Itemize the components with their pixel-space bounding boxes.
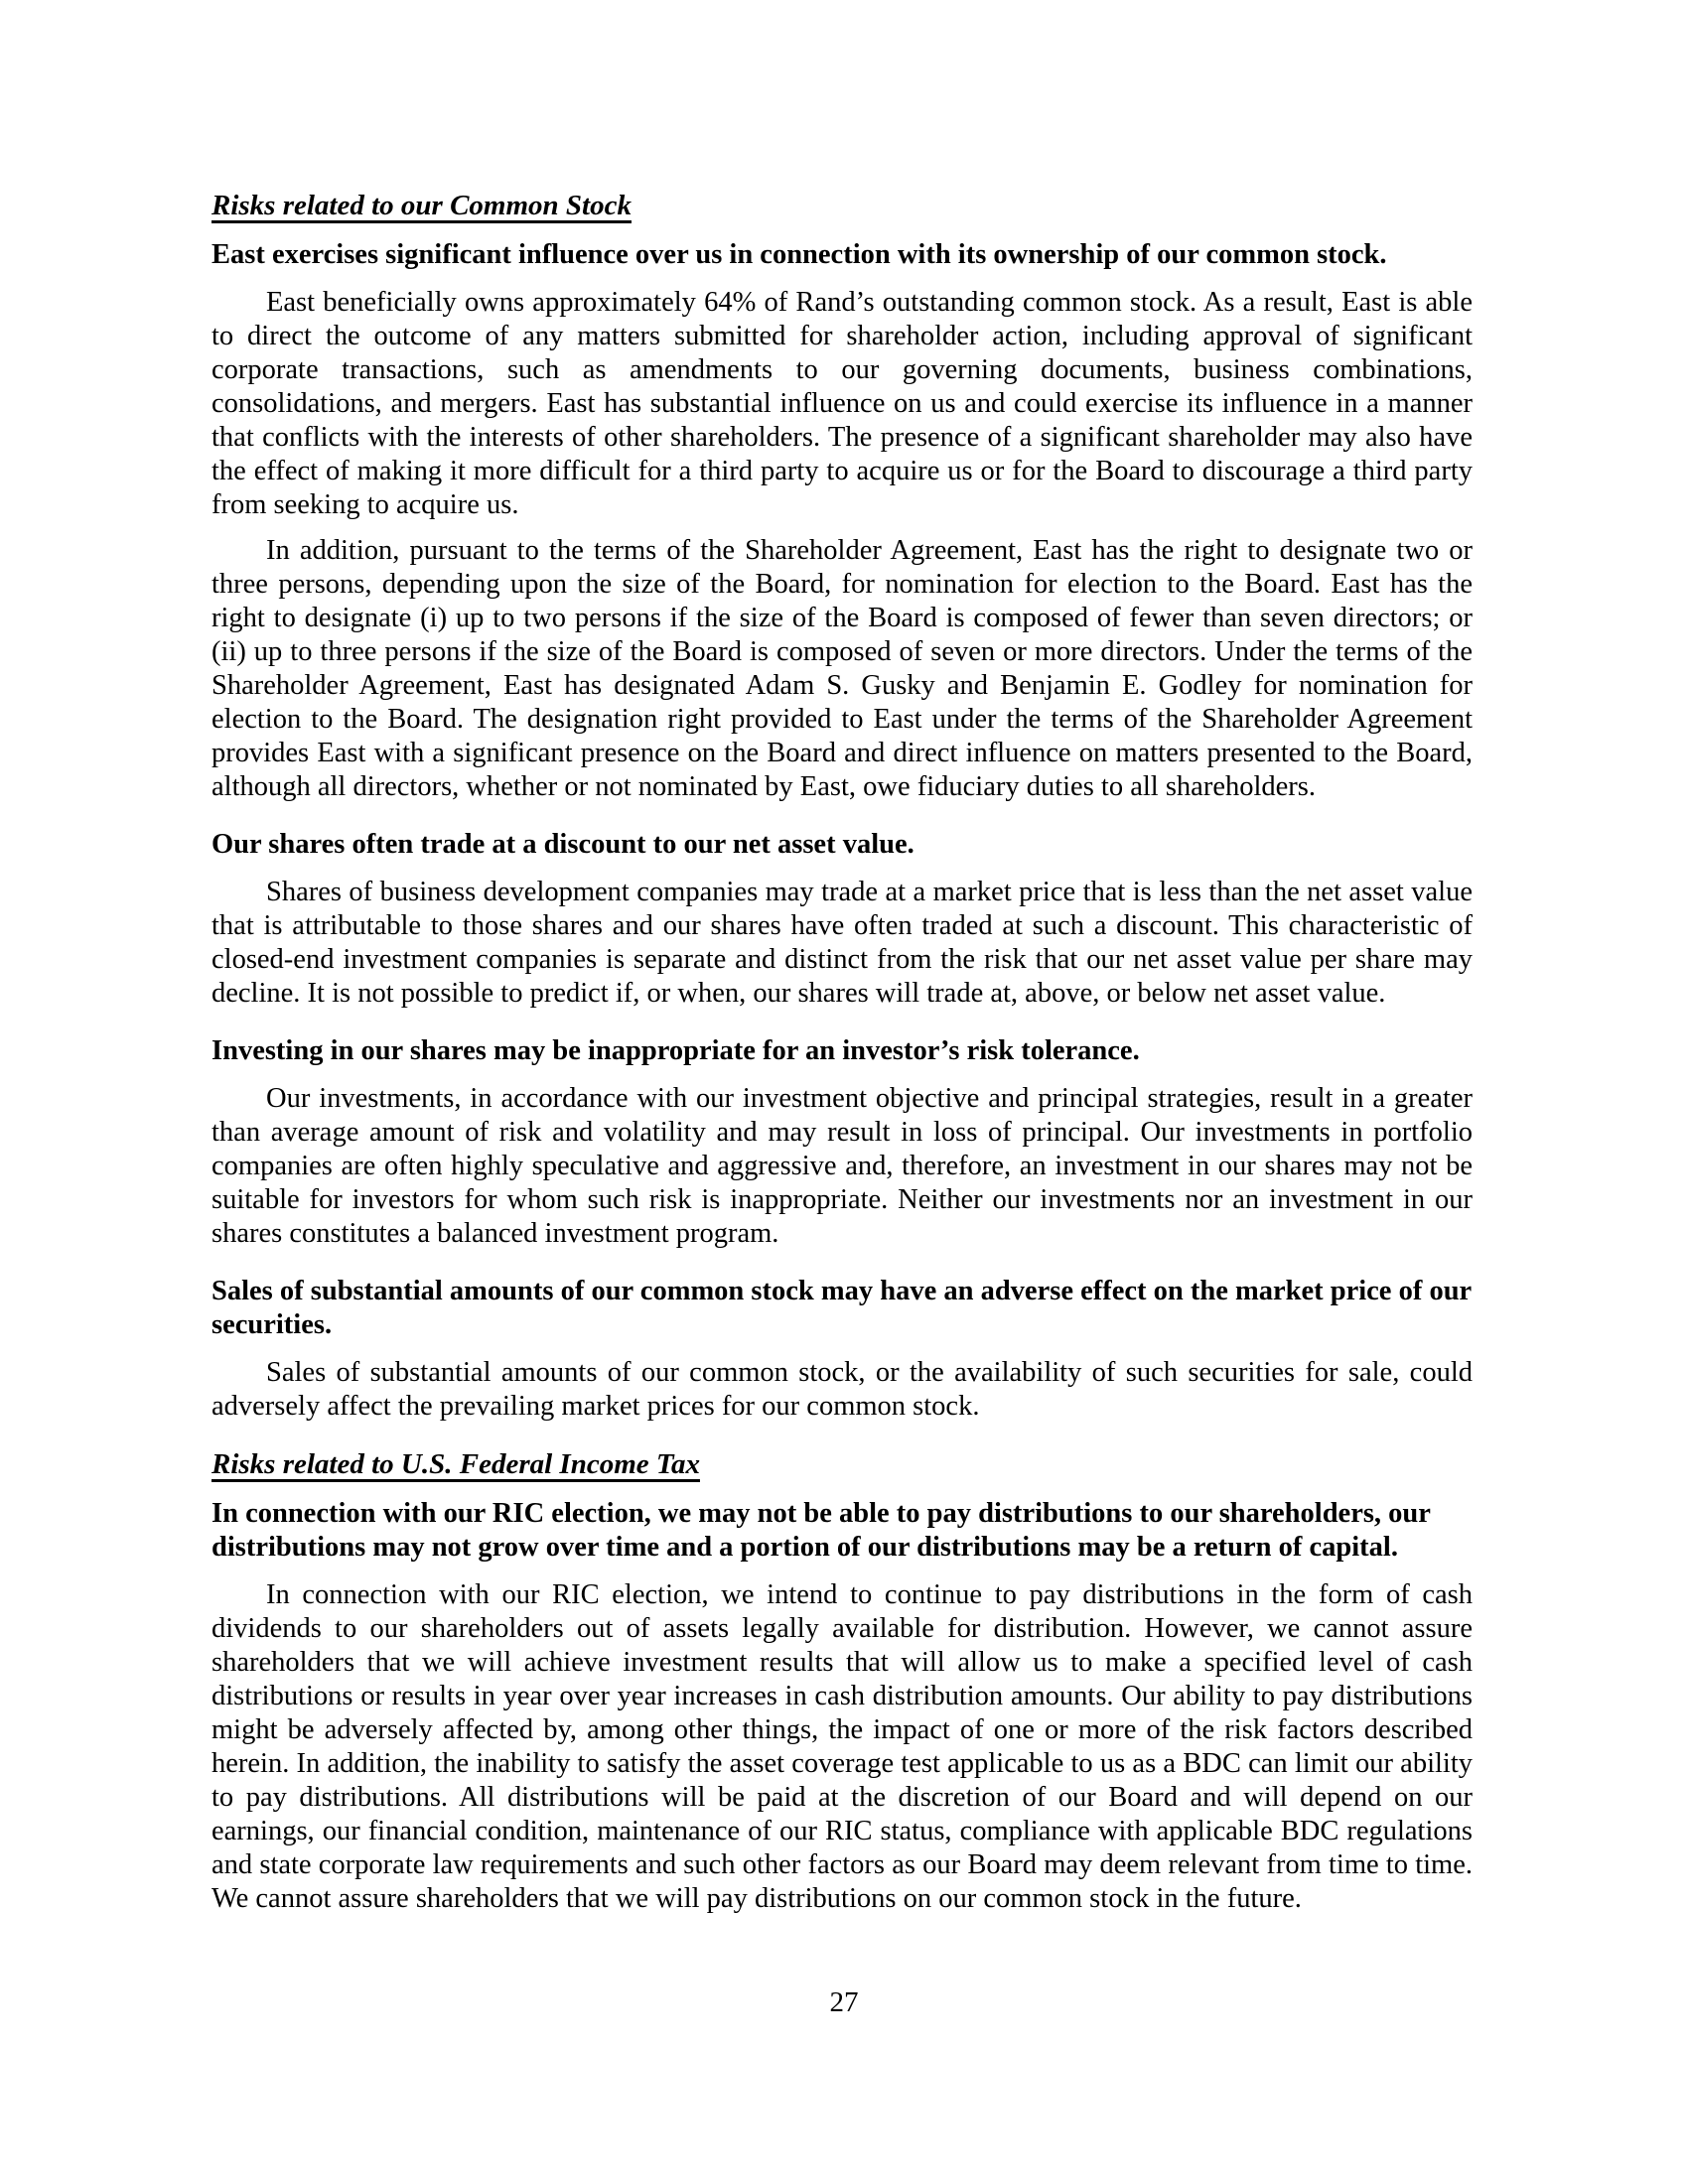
paragraph-investment-risk: Our investments, in accordance with our investment objective and principal strategies, result in a greater than average amount of risk and volatility and may result in loss of principal. Our investments in portfolio companies are often highly speculative and aggressive and, therefore, an investment in our shares may not be suitable for investors for whom such risk is inappropriate. Neither our investments nor an investment in our shares constitutes a balanced investment program. (211, 1083, 1473, 1249)
risk-heading-risk-tolerance: Investing in our shares may be inappropriate for an investor’s risk tolerance. (211, 1035, 1140, 1066)
section-heading-federal-income-tax: Risks related to U.S. Federal Income Tax (211, 1448, 700, 1480)
paragraph-ric-election-distributions: In connection with our RIC election, we intend to continue to pay distributions in the form of cash dividends to our shareholders out of assets legally available for distribution. However, we cannot assure shareholders that we will achieve investment results that will allow us to make a specified level of cash distributions or results in year over year increases in cash distribution amounts. Our ability to pay distributions might be adversely affected by, among other things, the impact of one or more of the risk factors described herein. In addition, the inability to satisfy the asset coverage test applicable to us as a BDC can limit our ability to pay distributions. All distributions will be paid at the discretion of our Board and will depend on our earnings, our financial condition, maintenance of our RIC status, compliance with applicable BDC regulations and state corporate law requirements and such other factors as our Board may deem relevant from time to time. We cannot assure shareholders that we will pay distributions on our common stock in the future. (211, 1579, 1473, 1914)
paragraph-east-ownership: East beneficially owns approximately 64% of Rand’s outstanding common stock. As a result, East is able to direct the outcome of any matters submitted for shareholder action, including approval of significant corporate transactions, such as amendments to our governing documents, business combinations, consolidations, and mergers. East has substantial influence on us and could exercise its influence in a manner that conflicts with the interests of other shareholders. The presence of a significant shareholder may also have the effect of making it more difficult for a third party to acquire us or for the Board to discourage a third party from seeking to acquire us. (211, 287, 1473, 520)
paragraph-shareholder-agreement: In addition, pursuant to the terms of the Shareholder Agreement, East has the right to designate two or three persons, depending upon the size of the Board, for nomination for election to the Board. East has the right to designate (i) up to two persons if the size of the Board is composed of fewer than seven directors; or (ii) up to three persons if the size of the Board is composed of seven or more directors. Under the terms of the Shareholder Agreement, East has designated Adam S. Gusky and Benjamin E. Godley for nomination for election to the Board. The designation right provided to East under the terms of the Shareholder Agreement provides East with a significant presence on the Board and direct influence on matters presented to the Board, although all directors, whether or not nominated by East, owe fiduciary duties to all shareholders. (211, 535, 1473, 802)
risk-heading-east-influence: East exercises significant influence over us in connection with its ownership of our common stock. (211, 239, 1387, 270)
risk-heading-ric-distributions: In connection with our RIC election, we may not be able to pay distributions to our shareholders, our distributions may not grow over time and a portion of our distributions may be a return of capital. (211, 1498, 1431, 1563)
paragraph-sales-market-prices: Sales of substantial amounts of our common stock, or the availability of such securities for sale, could adversely affect the prevailing market prices for our common stock. (211, 1357, 1473, 1422)
risk-heading-discount-to-nav: Our shares often trade at a discount to our net asset value. (211, 829, 914, 860)
paragraph-bdc-discount: Shares of business development companies may trade at a market price that is less than the net asset value that is attributable to those shares and our shares have often traded at such a discount. This characteristic of closed-end investment companies is separate and distinct from the risk that our net asset value per share may decline. It is not possible to predict if, or when, our shares will trade at, above, or below net asset value. (211, 877, 1473, 1009)
risk-heading-sales-adverse-effect: Sales of substantial amounts of our common stock may have an adverse effect on the market price of our securities. (211, 1276, 1472, 1340)
page-number: 27 (829, 1986, 859, 2018)
document-content (211, 189, 1473, 1916)
section-heading-common-stock: Risks related to our Common Stock (211, 190, 632, 221)
